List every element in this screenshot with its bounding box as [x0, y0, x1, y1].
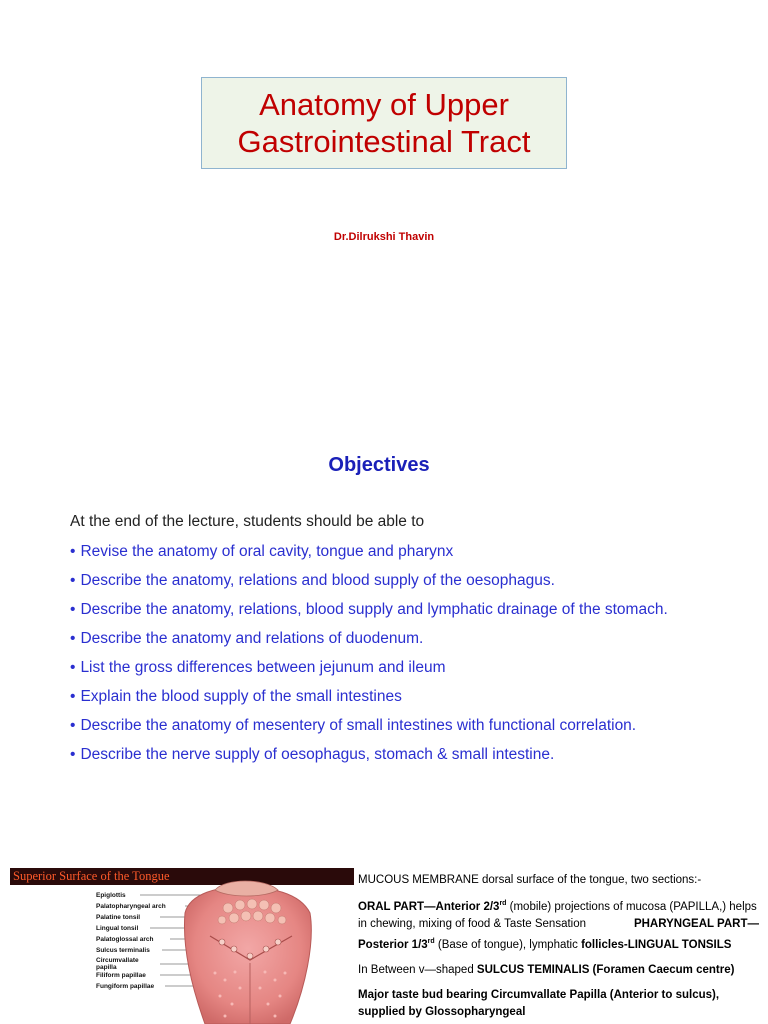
figure-label: Circumvallate papilla	[96, 957, 139, 971]
figure-label: Filiform papillae	[96, 972, 146, 979]
title-line-2: Gastrointestinal Tract	[237, 124, 531, 159]
objective-item: • Describe the anatomy, relations, blood supply and lymphatic drainage of the stomach.	[70, 601, 668, 618]
sulcus-paragraph: In Between v—shaped SULCUS TEMINALIS (Foramen Caecum centre)	[358, 963, 735, 976]
objective-item: • Explain the blood supply of the small intestines	[70, 688, 402, 705]
mucous-intro: MUCOUS MEMBRANE dorsal surface of the tongue, two sections:-	[358, 874, 702, 886]
tongue-illustration	[10, 868, 354, 1024]
objectives-list	[70, 542, 668, 774]
title-box	[201, 77, 567, 169]
objective-item: • Describe the anatomy of mesentery of small intestines with functional correlation.	[70, 717, 637, 734]
figure-label: Palatine tonsil	[96, 914, 141, 921]
figure-label: Sulcus terminalis	[96, 947, 150, 954]
objective-item: • Describe the anatomy, relations and blood supply of the oesophagus.	[70, 572, 555, 589]
title-line-1: Anatomy of Upper	[259, 87, 509, 122]
oral-part-paragraph: ORAL PART—Anterior 2/3rd (mobile) projections of mucosa (PAPILLA,) helps in chewing, mixing of food & Taste Sensation PHARYNGEAL PART—Posterior 1/3rd (Base of tongue), lymphatic follicles-LINGUAL TONSILS	[358, 900, 759, 951]
objectives-intro: At the end of the lecture, students should be able to	[70, 513, 425, 530]
tongue-figure	[10, 868, 354, 1024]
figure-label: Epiglottis	[96, 892, 126, 899]
objective-item: • Describe the nerve supply of oesophagus, stomach & small intestine.	[70, 746, 555, 763]
mucous-membrane-text	[358, 872, 766, 1021]
figure-label: Palatopharyngeal arch	[96, 903, 166, 910]
figure-label: Lingual tonsil	[96, 925, 139, 932]
objective-item: • Revise the anatomy of oral cavity, tongue and pharynx	[70, 543, 454, 560]
figure-label: Palatoglossal arch	[96, 936, 154, 943]
objective-item: • Describe the anatomy and relations of duodenum.	[70, 630, 424, 647]
figure-label: Fungiform papillae	[96, 983, 155, 990]
figure-labels	[96, 891, 166, 993]
figure-banner: Superior Surface of the Tongue	[10, 868, 354, 885]
author-name: Dr.Dilrukshi Thavin	[333, 231, 435, 243]
objectives-heading: Objectives	[328, 454, 430, 476]
objective-item: • List the gross differences between jejunum and ileum	[70, 659, 446, 676]
taste-bud-paragraph: Major taste bud bearing Circumvallate Papilla (Anterior to sulcus), supplied by Glossopharyngeal	[358, 988, 720, 1018]
